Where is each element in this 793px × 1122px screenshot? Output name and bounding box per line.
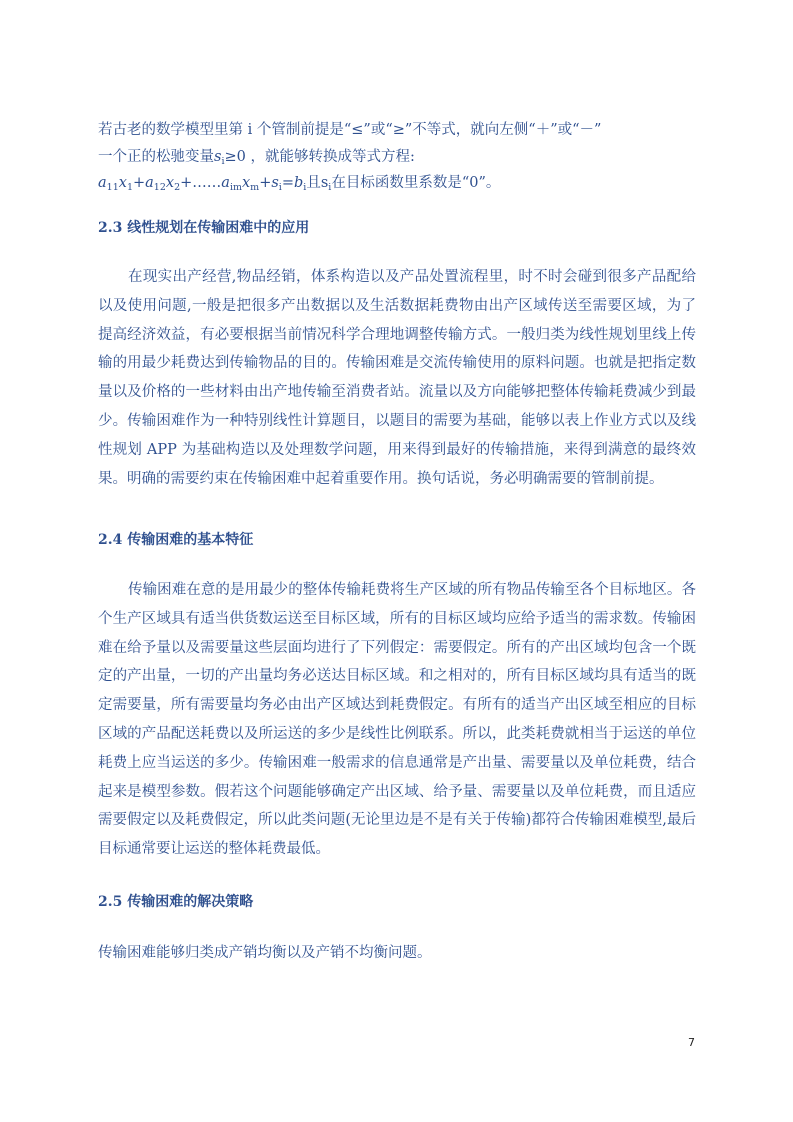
section-heading-2-4: 2.4 传输困难的基本特征 xyxy=(98,532,254,548)
eq-sub-1: 1 xyxy=(126,182,133,193)
intro-line-2-prefix: 一个正的松驰变量 xyxy=(98,149,214,165)
intro-line-2-suffix: ≥0 ，就能够转换成等式方程: xyxy=(224,149,415,165)
eq-sub-2: 2 xyxy=(174,182,181,193)
eq-sub-i-3: i xyxy=(328,182,332,193)
eq-plus-1: + xyxy=(132,175,146,191)
eq-term-x1: x xyxy=(118,175,127,191)
eq-sub-i-2: i xyxy=(303,182,307,193)
intro-line-2 xyxy=(98,145,415,169)
intro-line-1: 若古老的数学模型里第 i 个管制前提是“≤”或“≥”不等式，就向左侧“＋”或“－” xyxy=(98,122,602,138)
slack-variable-subscript: i xyxy=(221,156,225,167)
section-heading-2-3: 2.3 线性规划在传输困难中的应用 xyxy=(98,220,310,236)
eq-dots: +…… xyxy=(180,175,222,191)
eq-sub-m: m xyxy=(250,182,260,193)
eq-and-text: 且s xyxy=(306,175,329,191)
eq-term-bi: b xyxy=(294,175,304,191)
eq-plus-2: + xyxy=(259,175,272,191)
equality-equation xyxy=(98,171,500,195)
section-body-2-4: 传输困难在意的是用最少的整体传输耗费将生产区域的所有物品传输至各个目标地区。各个生产区域具有适当供货数运送至目标区域，所有的目标区域均应给予适当的需求数。传输困难在给予量以及需要量这些层面均进行了下列假定：需要假定。所有的产出区域均包含一个既定的产出量，一切的产出量均务必送达目标区域。和之相对的，所有目标区域均具有适当的既定需要量，所有需要量均务必由出产区域达到耗费假定。有所有的适当产出区域至相应的目标区域的产品配送耗费以及所运送的多少是线性比例联系。所以，此类耗费就相当于运送的单位耗费上应当运送的多少。传输困难一般需求的信息通常是产出量、需要量以及单位耗费，结合起来是模型参数。假若这个问题能够确定产出区域、给予量、需要量以及单位耗费，而且适应需要假定以及耗费假定，所以此类问题(无论里边是不是有关于传输)都符合传输困难模型,最后目标通常要让运送的整体耗费最低。 xyxy=(98,582,696,858)
eq-term-si: s xyxy=(271,175,279,191)
eq-term-a12: a xyxy=(145,175,154,191)
eq-equals: = xyxy=(281,175,294,191)
eq-sub-im: im xyxy=(229,182,242,193)
eq-term-aim: a xyxy=(221,175,230,191)
section-heading-2-5: 2.5 传输困难的解决策略 xyxy=(98,894,254,910)
section-body-2-5: 传输困难能够归类成产销均衡以及产销不均衡问题。 xyxy=(98,945,432,961)
eq-sub-12: 12 xyxy=(153,182,166,193)
page-number: 7 xyxy=(688,1036,695,1049)
eq-term-a11: a xyxy=(98,175,107,191)
slack-variable: s xyxy=(214,149,222,165)
eq-sub-11: 11 xyxy=(106,182,119,193)
eq-term-xm: x xyxy=(241,175,251,191)
eq-sub-i-1: i xyxy=(278,182,282,193)
eq-tail: 在目标函数里系数是“0”。 xyxy=(331,175,501,191)
section-body-2-3: 在现实出产经营,物品经销，体系构造以及产品处置流程里，时不时会碰到很多产品配给以及使用问题,一般是把很多产出数据以及生活数据耗费物由出产区域传送至需要区域，为了提高经济效益，有必要根据当前情况科学合理地调整传输方式。一般归类为线性规划里线上传输的用最少耗费达到传输物品的目的。传输困难是交流传输使用的原料问题。也就是把指定数量以及价格的一些材料由出产地传输至消费者站。流量以及方向能够把整体传输耗费减少到最少。传输困难作为一种特别线性计算题目，以题目的需要为基础，能够以表上作业方式以及线性规划 APP 为基础构造以及处理数学问题，用来得到最好的传输措施，来得到满意的最终效果。明确的需要约束在传输困难中起着重要作用。换句话说，务必明确需要的管制前提。 xyxy=(98,269,696,487)
eq-term-x2: x xyxy=(165,175,175,191)
